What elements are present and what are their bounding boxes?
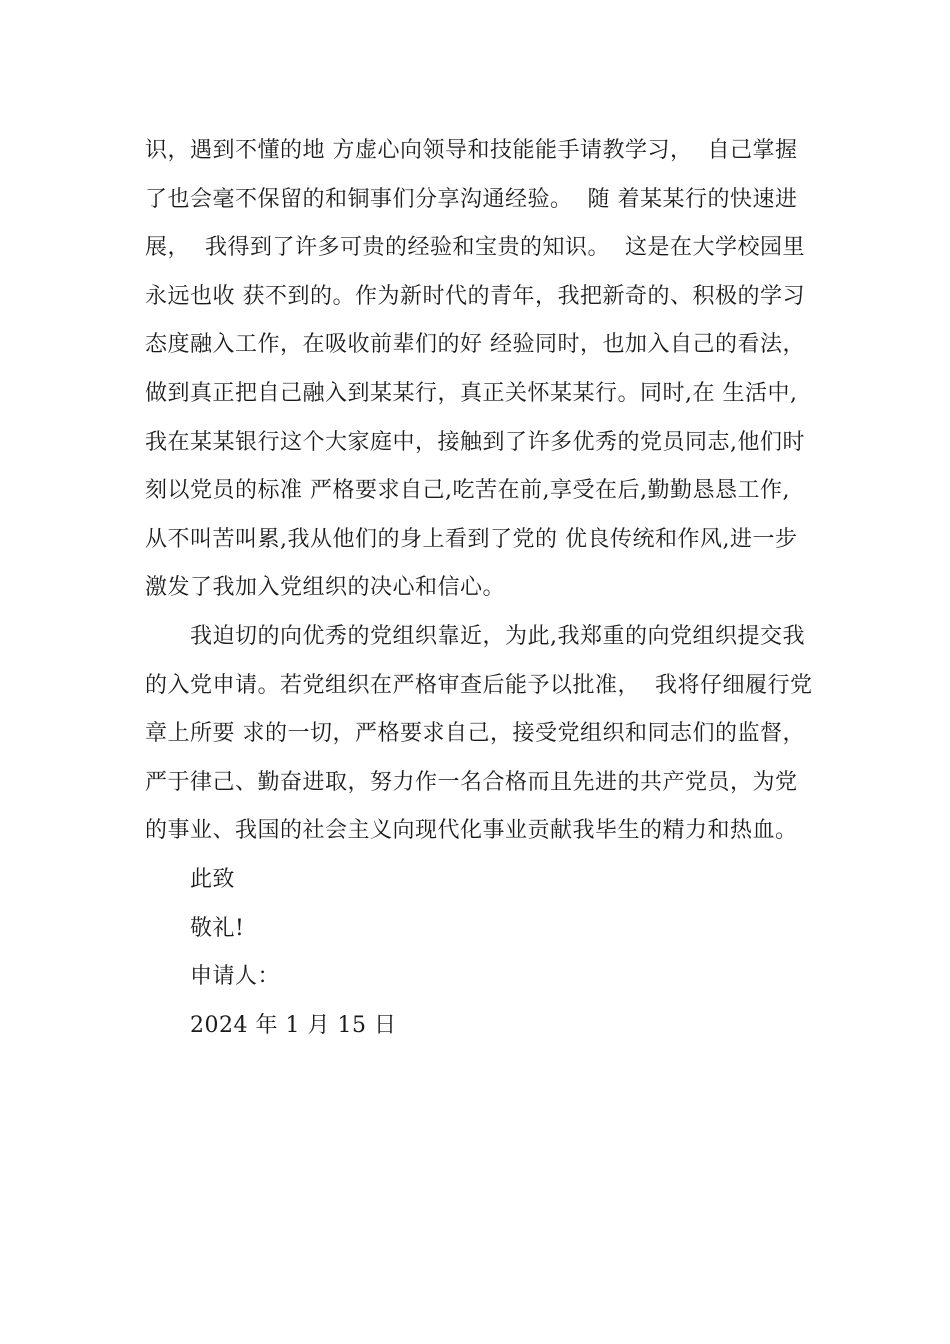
- text-line: 严于律己、勤奋进取，努力作一名合格而且先进的共产党员，为党: [145, 769, 798, 795]
- text-line: 态度融入工作，在吸收前辈们的好 经验同时，也加入自己的看法，: [145, 332, 805, 358]
- text-line: 的事业、我国的社会主义向现代化事业贡献我毕生的精力和热血。: [145, 818, 798, 844]
- text-line: 展， 我得到了许多可贵的经验和宝贵的知识。 这是在大学校园里: [145, 235, 805, 261]
- text-line: 我迫切的向优秀的党组织靠近，为此,我郑重的向党组织提交我: [190, 623, 805, 649]
- salutation: 此致: [190, 866, 236, 892]
- text-line: 刻以党员的标准 严格要求自己,吃苦在前,享受在后,勤勤恳恳工作,: [145, 478, 790, 504]
- text-line: 了也会毫不保留的和铜事们分享沟通经验。 随 着某某行的快速进: [145, 186, 798, 212]
- date: 2024 年 1 月 15 日: [190, 1012, 397, 1038]
- text-line: 从不叫苦叫累,我从他们的身上看到了党的 优良传统和作风,进一步: [145, 526, 798, 552]
- applicant-label: 申请人：: [190, 964, 281, 990]
- closing-block: [145, 856, 810, 1050]
- regards: 敬礼!: [190, 915, 245, 941]
- text-line: 永远也收 获不到的。作为新时代的青年，我把新奇的、积极的学习: [145, 283, 805, 309]
- text-line: 的入党申请。若党组织在严格审查后能予以批准， 我将仔细履行党: [145, 672, 813, 698]
- text-line: 识，遇到不懂的地 方虚心向领导和技能能手请教学习， 自己掌握: [145, 138, 798, 163]
- text-line: 章上所要 求的一切，严格要求自己，接受党组织和同志们的监督，: [145, 721, 805, 747]
- application-letter-body: [145, 127, 813, 1050]
- text-line: 激发了我加入党组织的决心和信心。: [145, 575, 506, 601]
- text-line: 做到真正把自己融入到某某行，真正关怀某某行。同时,在 生活中,: [145, 380, 798, 406]
- paragraph-application: [145, 613, 813, 856]
- text-line: 我在某某银行这个大家庭中，接触到了许多优秀的党员同志,他们时: [145, 429, 805, 455]
- paragraph-experience: [145, 127, 810, 613]
